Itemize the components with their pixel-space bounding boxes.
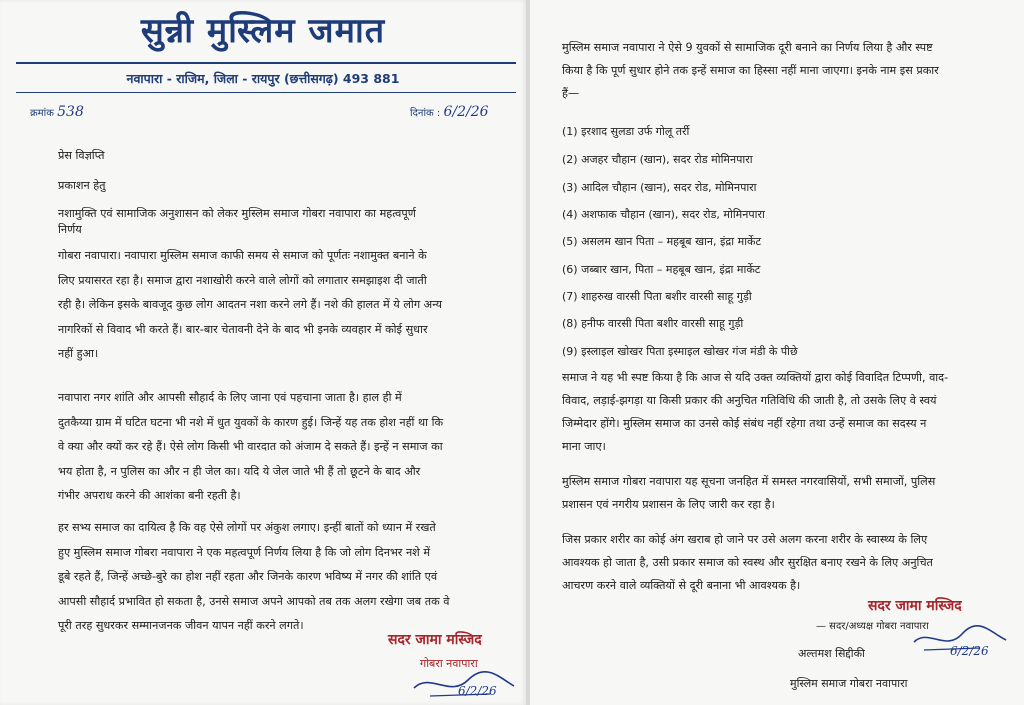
- paragraph-c: [562, 528, 1017, 597]
- text-line: मुस्लिम समाज नवापारा ने ऐसे 9 युवकों से सामाजिक दूरी बनाने का निर्णय लिया है और स्पष्ट: [562, 41, 933, 54]
- letterhead-rule-bottom: [16, 92, 516, 93]
- text-line: डूबे रहते हैं, जिन्हें अच्छे-बुरे का होश नहीं रहता और जिनके कारण भविष्य में नगर की शांति एवं: [58, 570, 438, 583]
- text-line: नहीं हुआ।: [58, 347, 99, 360]
- text-line: दुतकैय्या ग्राम में घटित घटना भी नशे में धुत युवकों के कारण हुई। जिन्हें यह तक होश नहीं था कि: [58, 415, 444, 429]
- stamp-designation: — सदर/अध्यक्ष गोबरा नवापारा: [816, 621, 929, 632]
- date-label: दिनांक :: [410, 108, 441, 119]
- mosque-stamp-title: सदर जामा मस्जिद: [388, 632, 482, 648]
- list-item: (4) अशफाक चौहान (खान), सदर रोड, मोमिनपारा: [562, 208, 765, 221]
- text-line: हुए मुस्लिम समाज गोबरा नवापारा ने एक महत्वपूर्ण निर्णय लिया है कि जो लोग दिनभर नशे में: [58, 545, 431, 559]
- signatory-name: अल्तमश सिद्दीकी: [798, 647, 865, 660]
- text-line: माना जाए।: [562, 440, 606, 453]
- publication-note: प्रकाशन हेतु: [58, 179, 106, 192]
- serial-number: [30, 104, 84, 120]
- date-value: 6/2/26: [443, 104, 489, 120]
- letter-date: [410, 104, 489, 120]
- text-line: आचरण करने वाले व्यक्तियों से दूरी बनाना भी आवश्यक है।: [562, 579, 801, 592]
- text-line: हर सभ्य समाज का दायित्व है कि वह ऐसे लोगों पर अंकुश लगाए। इन्हीं बातों को ध्यान में रखते: [58, 521, 436, 534]
- text-line: विवाद, लड़ाई-झगड़ा या किसी प्रकार की अनुचित गतिविधि की जाती है, तो उसके लिए वे स्वयं: [562, 394, 937, 407]
- paragraph-2: [58, 386, 518, 509]
- text-line: लिए प्रयासरत रहा है। समाज द्वारा नशाखोरी करने वाले लोगों को लगातार समझाइश दी जाती: [58, 273, 427, 287]
- serial-value: 538: [57, 104, 84, 120]
- press-note: प्रेस विज्ञप्ति: [58, 149, 105, 162]
- signature-date: 6/2/26: [458, 684, 497, 698]
- text-line: जिस प्रकार शरीर का कोई अंग खराब हो जाने पर उसे अलग करना शरीर के स्वास्थ्य के लिए: [562, 533, 928, 546]
- headline-line: नशामुक्ति एवं सामाजिक अनुशासन को लेकर मुस्लिम समाज गोबरा नवापारा का महत्वपूर्ण: [58, 207, 416, 220]
- text-line: आवश्यक हो जाता है, उसी प्रकार समाज को स्वस्थ और सुरक्षित बनाए रखने के लिए अनुचित: [562, 556, 933, 569]
- list-item: (3) आदिल चौहान (खान), सदर रोड, मोमिनपारा: [562, 181, 757, 194]
- text-line: आपसी सौहार्द प्रभावित हो सकता है, उनसे समाज अपने आपको तब तक अलग रखेगा जब तक वे: [58, 594, 450, 608]
- list-item: (8) हनीफ वारसी पिता बशीर वारसी साहू गुड़ी: [562, 317, 744, 330]
- text-line: नवापारा नगर शांति और आपसी सौहार्द के लिए जाना एवं पहचाना जाता है। हाल ही में: [58, 391, 402, 404]
- text-line: रही है। लेकिन इसके बावजूद कुछ लोग आदतन नशा करने लगे हैं। नशे की हालत में ये लोग अन्य: [58, 298, 443, 311]
- list-item: (2) अजहर चौहान (खान), सदर रोड मोमिनपारा: [562, 153, 753, 166]
- text-line: पूरी तरह सुधरकर सम्मानजनक जीवन यापन नहीं करने लगते।: [58, 619, 304, 632]
- org-address: नवापारा - राजिम, जिला - रायपुर (छत्तीसगढ़) 493 881: [126, 71, 400, 86]
- text-line: नागरिकों से विवाद भी करते हैं। बार-बार चेतावनी देने के बाद भी इनके व्यवहार में कोई सुधार: [58, 322, 428, 336]
- paragraph-b: [562, 470, 1017, 516]
- mosque-stamp-sub: गोबरा नवापारा: [420, 657, 478, 670]
- letterhead-rule-top: [16, 62, 516, 64]
- paragraph-a: [562, 366, 1017, 458]
- text-line: किया है कि पूर्ण सुधार होने तक इन्हें समाज का हिस्सा नहीं माना जाएगा। इनके नाम इस प्रकार: [562, 64, 939, 77]
- text-line: जिम्मेदार होंगे। मुस्लिम समाज का उनसे कोई संबंध नहीं रहेगा तथा उन्हें समाज का सदस्य न: [562, 417, 927, 430]
- list-item: (5) असलम खान पिता – महबूब खान, इंद्रा मार्केट: [562, 235, 762, 248]
- list-item: (1) इरशाद सुलडा उर्फ गोलू तर्री: [562, 125, 690, 138]
- org-footer: मुस्लिम समाज गोबरा नवापारा: [790, 677, 908, 690]
- paragraph-1: [58, 244, 518, 367]
- list-item: (9) इस्लाइल खोखर पिता इस्माइल खोखर गंज मंडी के पीछे: [562, 345, 798, 358]
- paragraph-3: [58, 516, 518, 639]
- text-line: वे क्या और क्यों कर रहे हैं। ऐसे लोग किसी भी वारदात को अंजाम दे सकते हैं। इन्हें न समाज का: [58, 440, 443, 453]
- signature-date: 6/2/26: [950, 644, 989, 658]
- mosque-stamp-title: सदर जामा मस्जिद: [868, 598, 962, 614]
- right-page: [530, 0, 1024, 705]
- headline: [58, 206, 508, 238]
- text-line: हैं—: [562, 87, 580, 100]
- text-line: भय होता है, न पुलिस का और न ही जेल का। यदि ये जेल जाते भी हैं तो छूटने के बाद और: [58, 464, 421, 478]
- letterhead: [0, 8, 526, 54]
- intro-paragraph: [562, 36, 1017, 105]
- text-line: मुस्लिम समाज गोबरा नवापारा यह सूचना जनहित में समस्त नगरवासियों, सभी समाजों, पुलिस: [562, 475, 936, 488]
- text-line: गंभीर अपराध करने की आशंका बनी रहती है।: [58, 489, 241, 502]
- serial-label: क्रमांक: [30, 108, 54, 119]
- list-item: (6) जब्बार खान, पिता – महबूब खान, इंद्रा मार्केट: [562, 263, 761, 276]
- list-item: (7) शाहरुख वारसी पिता बशीर वारसी साहू गुड़ी: [562, 290, 752, 303]
- org-name: सुन्नी मुस्लिम जमात: [140, 11, 386, 51]
- headline-line: निर्णय: [58, 223, 82, 236]
- text-line: प्रशासन एवं नगरीय प्रशासन के लिए जारी कर रहा है।: [562, 498, 775, 511]
- text-line: समाज ने यह भी स्पष्ट किया है कि आज से यदि उक्त व्यक्तियों द्वारा कोई विवादित टिप्पणी, वाद-: [562, 371, 949, 384]
- text-line: गोबरा नवापारा। नवापारा मुस्लिम समाज काफी समय से समाज को पूर्णतः नशामुक्त बनाने के: [58, 249, 427, 262]
